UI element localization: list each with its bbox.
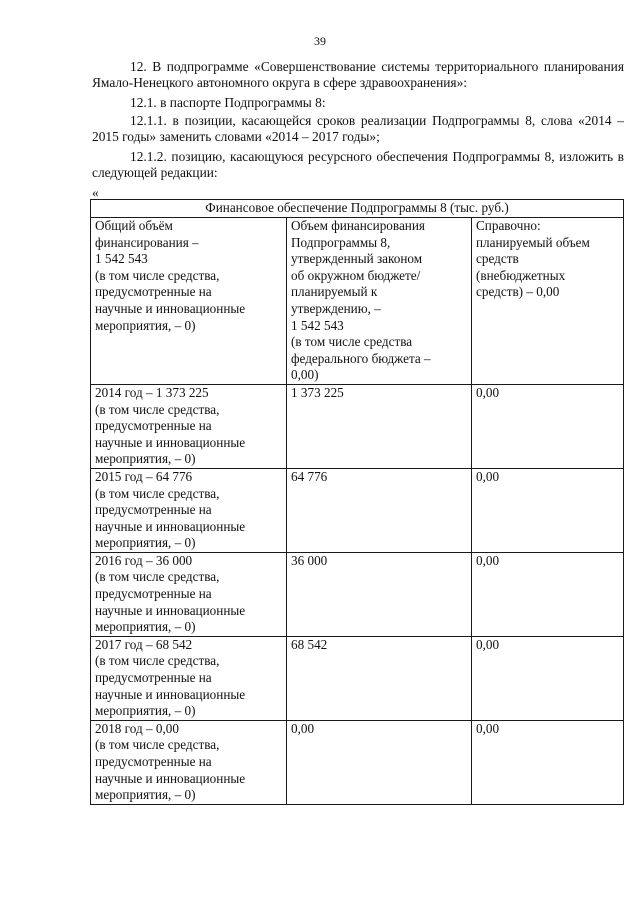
paragraph-12: 12. В подпрограмме «Совершенствование системы территориального планирования Ямало-Ненецкого автономного округа в сфере здравоохранения»: bbox=[92, 59, 624, 90]
table-row bbox=[91, 552, 624, 636]
paragraph-12-1-1: 12.1.1. в позиции, касающейся сроков реализации Подпрограммы 8, слова «2014 – 2015 годы» заменить словами «2014 – 2017 годы»; bbox=[92, 113, 624, 144]
year-cell: 2014 год – 1 373 225 (в том числе средства, предусмотренные на научные и инновационные мероприятия, – 0) bbox=[91, 384, 287, 468]
financing-table bbox=[90, 199, 624, 805]
header-reference-cell: Справочно: планируемый объем средств (внебюджетных средств) – 0,00 bbox=[472, 218, 624, 385]
year-cell: 2018 год – 0,00 (в том числе средства, предусмотренные на научные и инновационные мероприятия, – 0) bbox=[91, 720, 287, 804]
opening-quote: « bbox=[92, 185, 99, 200]
reference-cell: 0,00 bbox=[472, 468, 624, 552]
table-caption-row bbox=[91, 200, 624, 218]
page-number: 39 bbox=[314, 34, 326, 48]
budget-cell: 64 776 bbox=[287, 468, 472, 552]
table-caption: Финансовое обеспечение Подпрограммы 8 (тыс. руб.) bbox=[91, 200, 624, 218]
paragraph-12-1: 12.1. в паспорте Подпрограммы 8: bbox=[130, 95, 326, 110]
table-header-row bbox=[91, 218, 624, 385]
budget-cell: 68 542 bbox=[287, 636, 472, 720]
paragraph-12-1-2: 12.1.2. позицию, касающуюся ресурсного обеспечения Подпрограммы 8, изложить в следующей редакции: bbox=[92, 149, 624, 180]
table-row bbox=[91, 468, 624, 552]
budget-cell: 1 373 225 bbox=[287, 384, 472, 468]
reference-cell: 0,00 bbox=[472, 552, 624, 636]
table-row bbox=[91, 720, 624, 804]
year-cell: 2017 год – 68 542 (в том числе средства, предусмотренные на научные и инновационные мероприятия, – 0) bbox=[91, 636, 287, 720]
reference-cell: 0,00 bbox=[472, 384, 624, 468]
header-total-cell: Общий объём финансирования – 1 542 543 (в том числе средства, предусмотренные на научные и инновационные мероприятия, – 0) bbox=[91, 218, 287, 385]
table-row bbox=[91, 636, 624, 720]
budget-cell: 0,00 bbox=[287, 720, 472, 804]
header-budget-cell: Объем финансирования Подпрограммы 8, утвержденный законом об окружном бюджете/ планируемый к утверждению, – 1 542 543 (в том числе средства федерального бюджета – 0,00) bbox=[287, 218, 472, 385]
reference-cell: 0,00 bbox=[472, 720, 624, 804]
year-cell: 2016 год – 36 000 (в том числе средства, предусмотренные на научные и инновационные мероприятия, – 0) bbox=[91, 552, 287, 636]
budget-cell: 36 000 bbox=[287, 552, 472, 636]
reference-cell: 0,00 bbox=[472, 636, 624, 720]
table-row bbox=[91, 384, 624, 468]
year-cell: 2015 год – 64 776 (в том числе средства, предусмотренные на научные и инновационные мероприятия, – 0) bbox=[91, 468, 287, 552]
